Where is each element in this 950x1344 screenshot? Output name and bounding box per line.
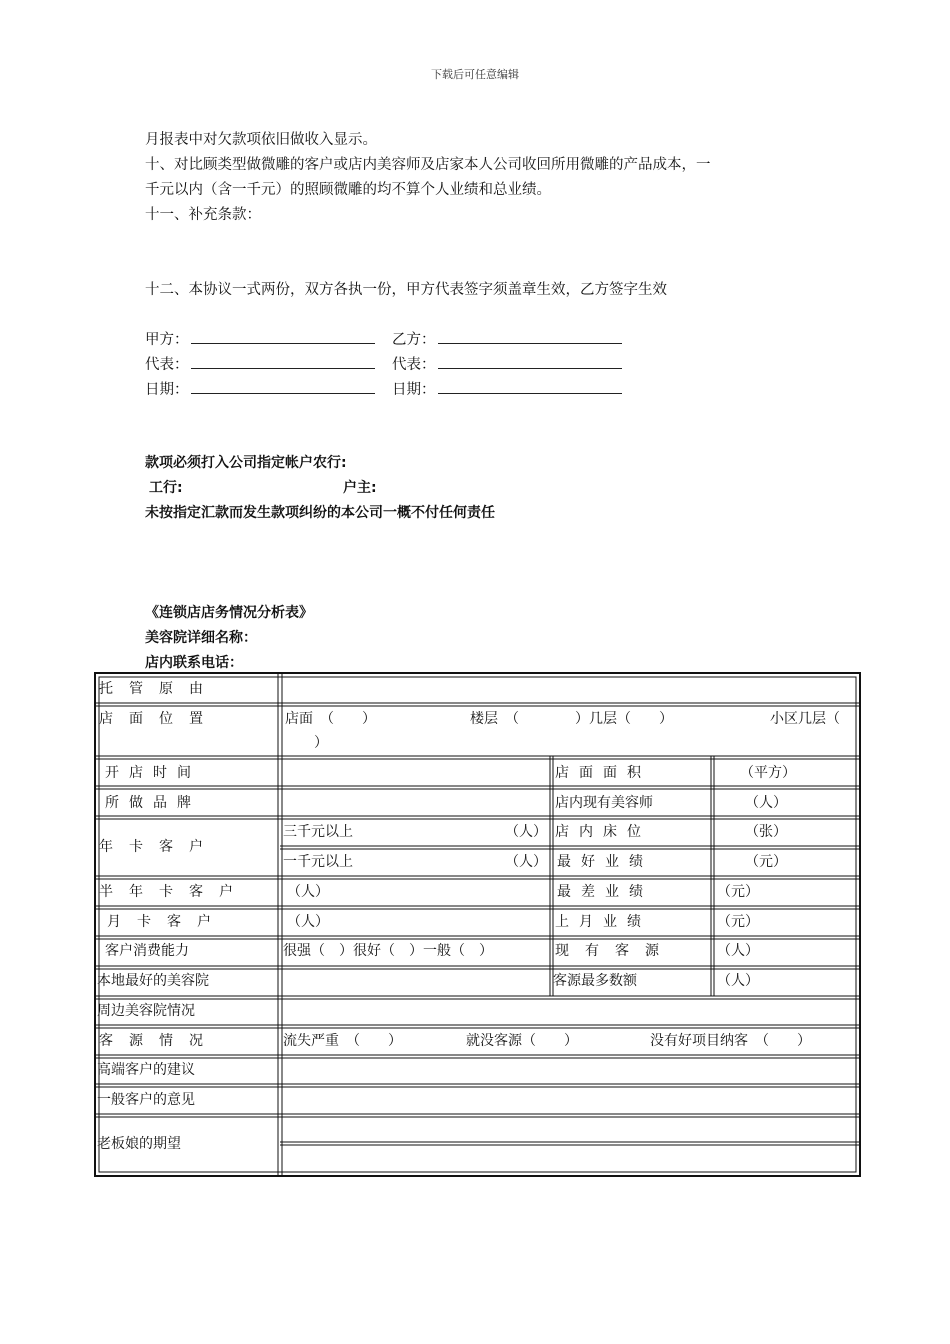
- store-phone-label: 店内联系电话：: [145, 655, 243, 671]
- clause-11: 十一、补充条款：: [145, 207, 261, 223]
- row-reason-label: 托管原由: [99, 681, 219, 697]
- signature-rep-b[interactable]: 代表：: [392, 353, 622, 374]
- row-brand-label: 所做品牌: [105, 795, 201, 811]
- annual-3000-label: 三千元以上: [283, 824, 353, 840]
- contract-line: 月报表中对欠款项依旧做收入显示。: [145, 132, 377, 148]
- store-area-unit: （平方）: [740, 765, 796, 781]
- salon-name-label: 美容院详细名称：: [145, 630, 257, 646]
- clause-10-line-1: 十、对比顾类型做微雕的客户或店内美容师及店家本人公司收回所用微雕的产品成本，一: [145, 157, 711, 173]
- location-floor: 楼层 （ ）几层（ ）: [470, 711, 673, 727]
- signature-party-a[interactable]: 甲方：: [145, 328, 375, 349]
- row-open-time-label: 开店时间: [105, 765, 201, 781]
- source-no-good-project: 没有好项目纳客 （ ）: [650, 1033, 811, 1049]
- form-title: 《连锁店店务情况分析表》: [145, 605, 313, 621]
- current-customers-unit: （人）: [717, 943, 759, 959]
- bank-label: 工行:: [149, 480, 183, 496]
- signature-date-a[interactable]: 日期：: [145, 378, 375, 399]
- row-location-label: 店面位置: [99, 711, 219, 727]
- annual-1000-unit: （人）: [505, 854, 547, 870]
- source-heavy-loss: 流失严重 （ ）: [283, 1033, 402, 1049]
- payment-instruction: 款项必须打入公司指定帐户农行:: [145, 455, 347, 471]
- worst-performance-unit: （元）: [717, 884, 759, 900]
- page-header-note: 下载后可任意编辑: [431, 68, 519, 81]
- source-none: 就没客源（ ）: [466, 1033, 578, 1049]
- best-performance-unit: （元）: [745, 854, 787, 870]
- best-performance-label: 最好业绩: [557, 854, 653, 870]
- row-half-year-card-label: 半年卡客户: [99, 884, 249, 900]
- payment-warning: 未按指定汇款而发生款项纠纷的本公司一概不付任何责任: [145, 505, 495, 521]
- row-customer-source-label: 客源情况: [99, 1033, 219, 1049]
- row-vip-suggestions-label: 高端客户的建议: [97, 1062, 195, 1078]
- max-customers-label: 客源最多数额: [553, 973, 637, 989]
- half-year-card-unit: （人）: [287, 884, 329, 900]
- annual-3000-unit: （人）: [505, 824, 547, 840]
- beauticians-label: 店内现有美容师: [555, 795, 653, 811]
- signature-rep-a[interactable]: 代表：: [145, 353, 375, 374]
- row-annual-card-label: 年卡客户: [99, 839, 219, 855]
- location-community-floor: 小区几层（: [770, 711, 840, 727]
- beds-unit: （张）: [745, 824, 787, 840]
- location-storefront: 店面 （ ）: [285, 711, 376, 727]
- monthly-card-unit: （人）: [287, 914, 329, 930]
- account-owner-label: 户主:: [343, 480, 377, 496]
- beds-label: 店内床位: [555, 824, 651, 840]
- spending-power-options: 很强（ ）很好（ ）一般（ ）: [283, 943, 493, 959]
- location-community-close: ）: [314, 735, 328, 751]
- annual-1000-label: 一千元以上: [283, 854, 353, 870]
- row-best-local-salon-label: 本地最好的美容院: [97, 973, 209, 989]
- signature-date-b[interactable]: 日期：: [392, 378, 622, 399]
- row-owner-expectations-label: 老板娘的期望: [97, 1136, 181, 1152]
- row-spending-power-label: 客户消费能力: [105, 943, 189, 959]
- last-month-performance-label: 上月业绩: [555, 914, 651, 930]
- max-customers-unit: （人）: [717, 973, 759, 989]
- store-area-label: 店面面积: [555, 765, 651, 781]
- clause-12: 十二、本协议一式两份，双方各执一份，甲方代表签字须盖章生效，乙方签字生效: [145, 282, 667, 298]
- clause-10-line-2: 千元以内（含一千元）的照顾微雕的均不算个人业绩和总业绩。: [145, 182, 551, 198]
- row-regular-opinions-label: 一般客户的意见: [97, 1092, 195, 1108]
- last-month-performance-unit: （元）: [717, 914, 759, 930]
- beauticians-unit: （人）: [745, 795, 787, 811]
- signature-party-b[interactable]: 乙方：: [392, 328, 622, 349]
- row-nearby-salons-label: 周边美容院情况: [97, 1003, 195, 1019]
- worst-performance-label: 最差业绩: [557, 884, 653, 900]
- row-monthly-card-label: 月卡客户: [107, 914, 227, 930]
- current-customers-label: 现有客源: [555, 943, 675, 959]
